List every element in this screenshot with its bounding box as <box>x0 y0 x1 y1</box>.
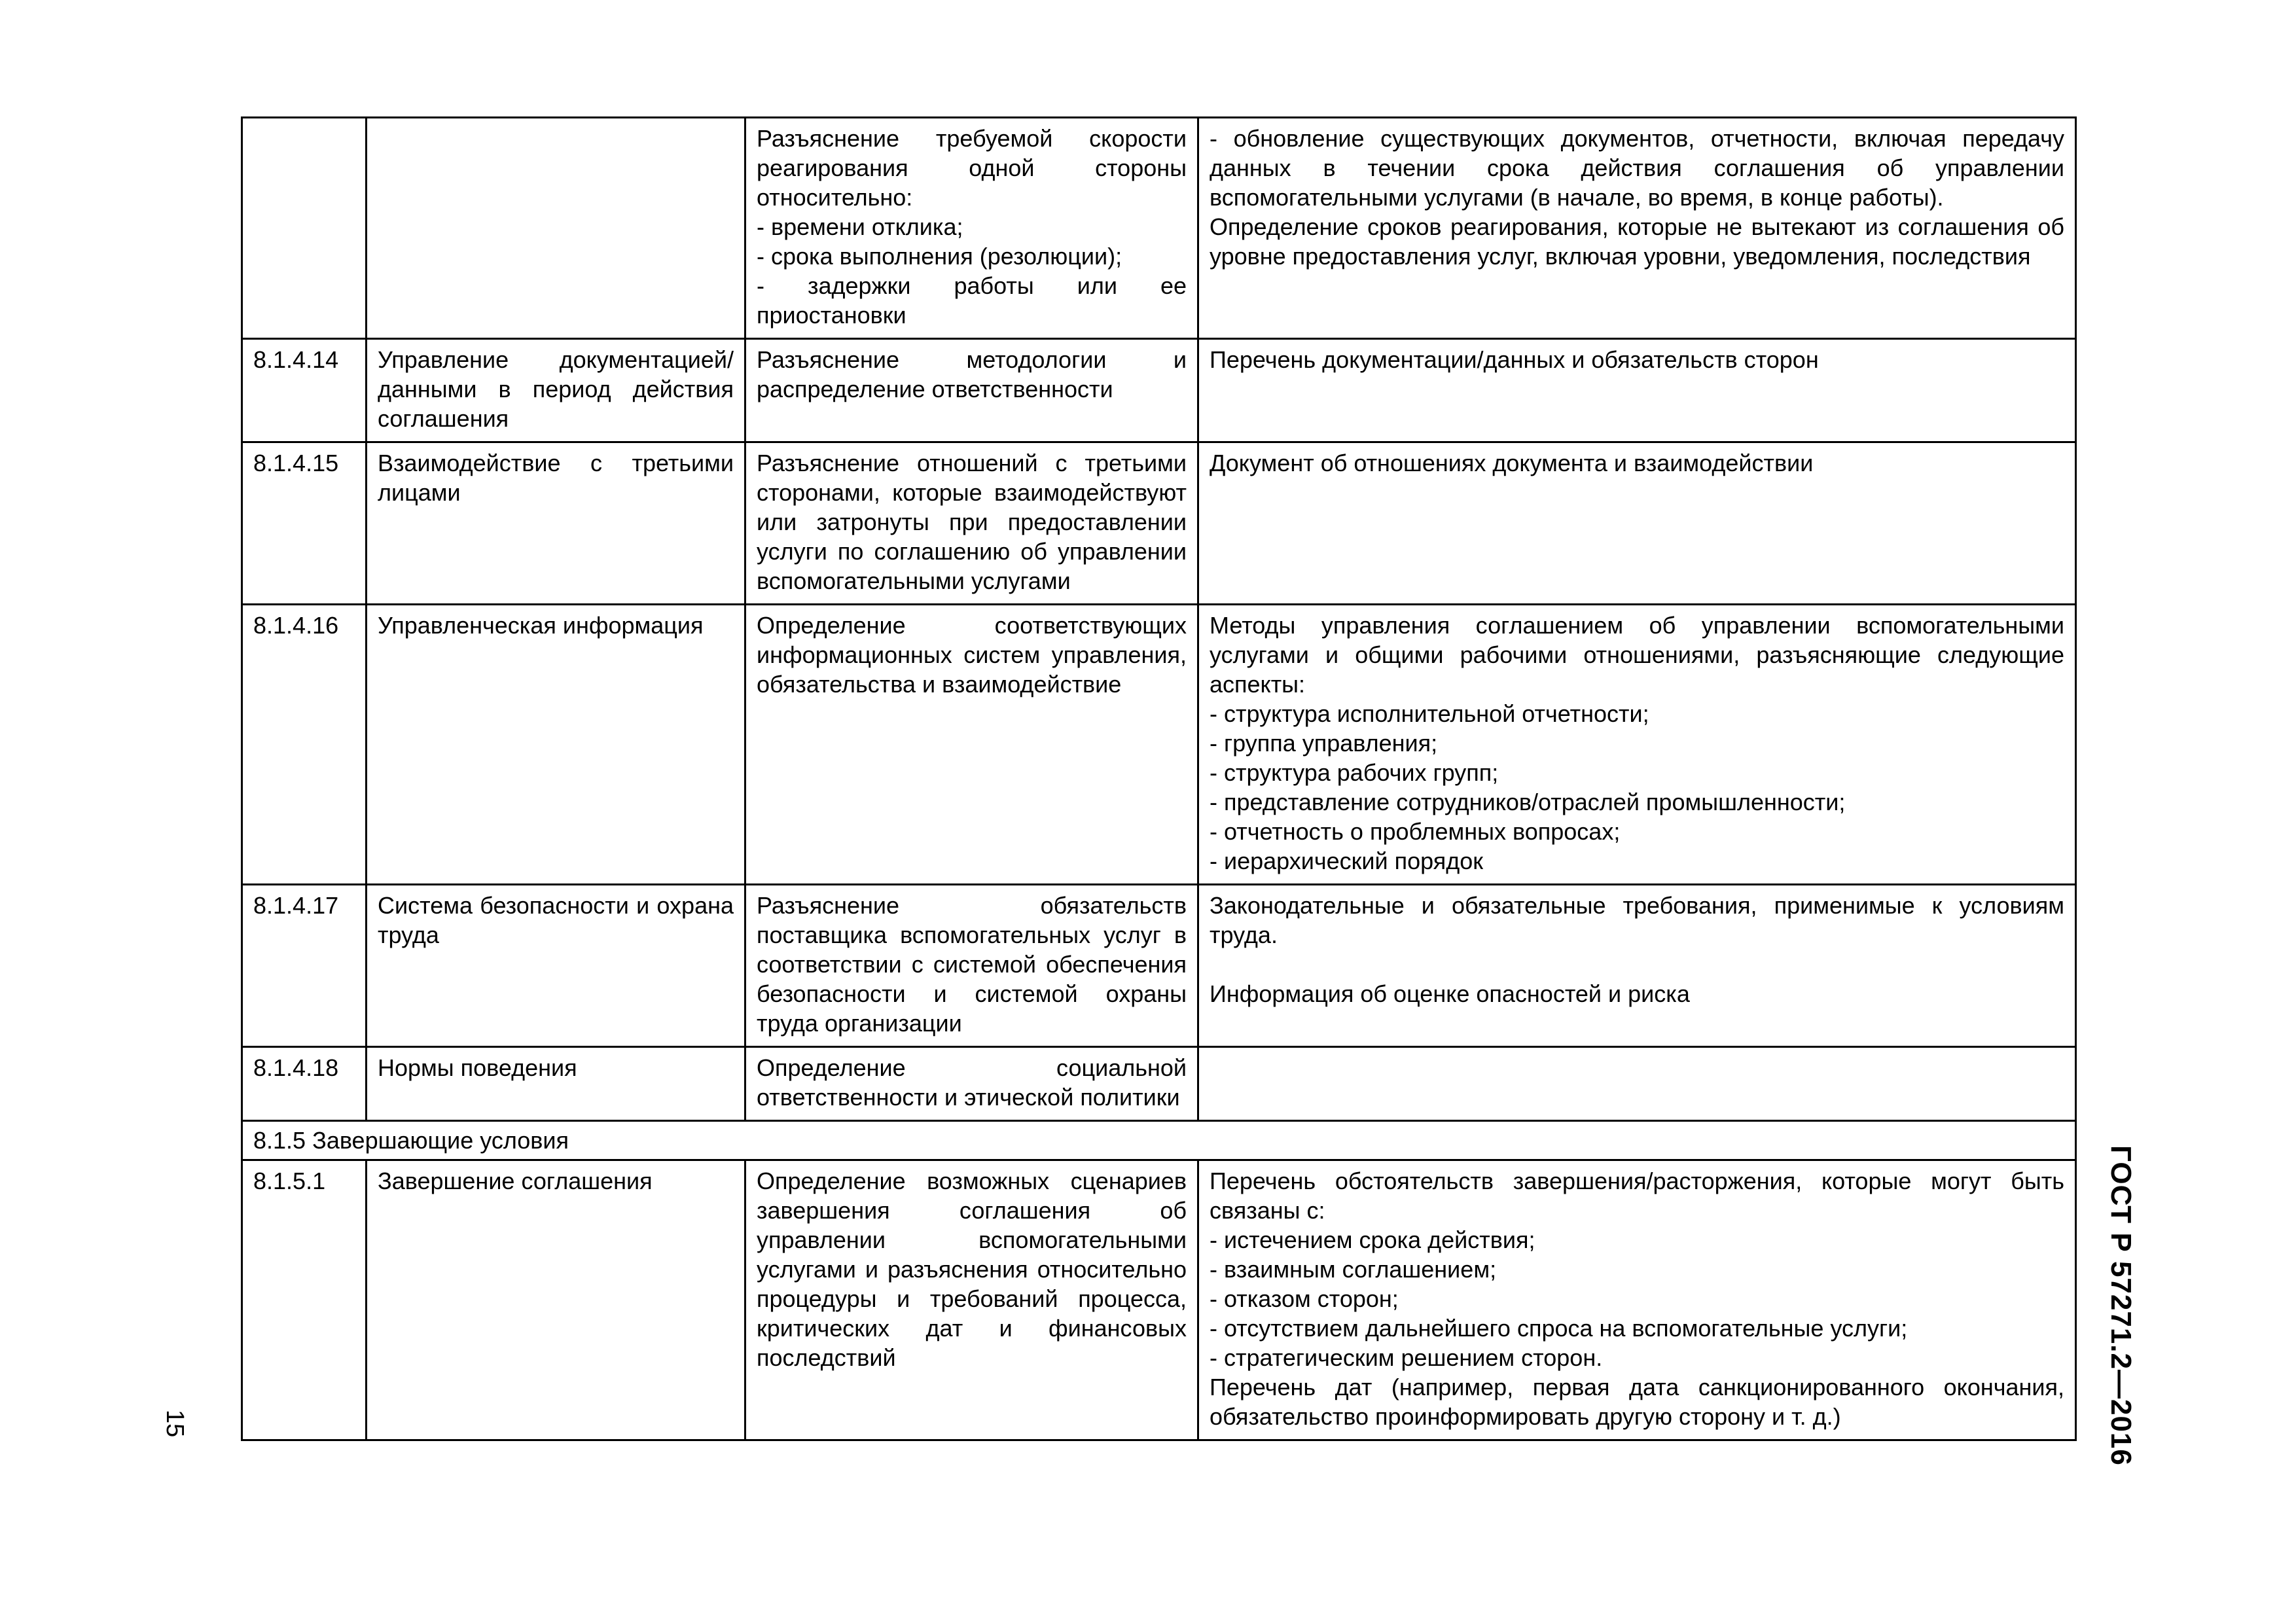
name-cell <box>367 442 745 605</box>
description-line: Разъяснение методологии и распределение ответственности <box>757 346 1187 402</box>
table-body <box>242 118 2076 1440</box>
documents-line: - структура рабочих групп; <box>1210 759 1499 786</box>
name-line: Управленческая информация <box>378 612 704 639</box>
name-cell <box>367 1160 745 1440</box>
number-cell: 8.1.5.1 <box>242 1160 367 1440</box>
number-cell: 8.1.4.15 <box>242 442 367 605</box>
documents-line: Информация об оценке опасностей и риска <box>1210 980 1690 1007</box>
documents-line <box>1210 950 2064 979</box>
documents-line: - стратегическим решением сторон. <box>1210 1344 1603 1371</box>
documents-line: Перечень обстоятельств завершения/расторжения, которые могут быть связаны с: <box>1210 1168 2064 1224</box>
description-line: Разъяснение требуемой скорости реагирования одной стороны относительно: <box>757 125 1187 211</box>
documents-line: - отчетность о проблемных вопросах; <box>1210 818 1621 845</box>
table-row <box>242 1047 2076 1121</box>
description-cell <box>745 118 1198 339</box>
name-line: Управление документацией/ данными в период действия соглашения <box>378 346 734 432</box>
name-cell <box>367 118 745 339</box>
documents-line: - отказом сторон; <box>1210 1285 1399 1312</box>
documents-line: Документ об отношениях документа и взаимодействии <box>1210 450 1814 476</box>
name-cell <box>367 885 745 1047</box>
table-row <box>242 1160 2076 1440</box>
description-line: Определение возможных сценариев завершения соглашения об управлении вспомогательными услугами и разъяснения относительно процедуры и требований процесса, критических дат и финансовых последствий <box>757 1168 1187 1371</box>
documents-line: - взаимным соглашением; <box>1210 1256 1497 1283</box>
table-row <box>242 885 2076 1047</box>
name-line: Система безопасности и охрана труда <box>378 892 734 948</box>
name-line: Нормы поведения <box>378 1054 577 1081</box>
table-row <box>242 339 2076 442</box>
description-cell <box>745 442 1198 605</box>
description-line: - задержки работы или ее приостановки <box>757 272 1187 329</box>
description-cell <box>745 1160 1198 1440</box>
number-cell: 8.1.4.16 <box>242 605 367 885</box>
page-number: 15 <box>161 1410 188 1438</box>
number-cell <box>242 118 367 339</box>
table-row <box>242 118 2076 339</box>
documents-line: - отсутствием дальнейшего спроса на вспомогательные услуги; <box>1210 1315 1908 1342</box>
number-cell: 8.1.4.17 <box>242 885 367 1047</box>
documents-cell <box>1198 1160 2076 1440</box>
documents-line: - истечением срока действия; <box>1210 1226 1535 1253</box>
name-line: Завершение соглашения <box>378 1168 653 1194</box>
requirements-table <box>241 116 2077 1441</box>
documents-line: Методы управления соглашением об управлении вспомогательными услугами и общими рабочими отношениями, разъясняющие следующие аспекты: <box>1210 612 2064 698</box>
description-line: Определение соответствующих информационных систем управления, обязательства и взаимодействие <box>757 612 1187 698</box>
description-cell <box>745 605 1198 885</box>
documents-line: - структура исполнительной отчетности; <box>1210 700 1649 727</box>
description-cell <box>745 339 1198 442</box>
documents-cell <box>1198 885 2076 1047</box>
description-line: Разъяснение отношений с третьими сторонами, которые взаимодействуют или затронуты при предоставлении услуги по соглашению об управлении вспомогательными услугами <box>757 450 1187 594</box>
name-line: Взаимодействие с третьими лицами <box>378 450 734 506</box>
documents-cell <box>1198 605 2076 885</box>
description-cell <box>745 1047 1198 1121</box>
number-cell: 8.1.4.18 <box>242 1047 367 1121</box>
description-line: Определение социальной ответственности и этической политики <box>757 1054 1187 1111</box>
description-cell <box>745 885 1198 1047</box>
description-line: - времени отклика; <box>757 213 963 240</box>
name-cell <box>367 605 745 885</box>
description-line: Разъяснение обязательств поставщика вспомогательных услуг в соответствии с системой обеспечения безопасности и системой охраны труда организации <box>757 892 1187 1037</box>
documents-line: Законодательные и обязательные требования, применимые к условиям труда. <box>1210 892 2064 948</box>
description-line: - срока выполнения (резолюции); <box>757 243 1122 270</box>
document-code: ГОСТ Р 57271.2—2016 <box>2105 1145 2137 1466</box>
section-title: 8.1.5 Завершающие условия <box>242 1121 2076 1160</box>
documents-line: - группа управления; <box>1210 730 1438 757</box>
documents-cell <box>1198 442 2076 605</box>
table-row <box>242 442 2076 605</box>
documents-line: - обновление существующих документов, отчетности, включая передачу данных в течении срока действия соглашения об управлении вспомогательными услугами (в начале, во время, в конце работы). <box>1210 125 2064 211</box>
table-row <box>242 605 2076 885</box>
documents-line: - иерархический порядок <box>1210 847 1484 874</box>
name-cell <box>367 339 745 442</box>
name-cell <box>367 1047 745 1121</box>
documents-line: Перечень документации/данных и обязательств сторон <box>1210 346 1819 373</box>
documents-cell <box>1198 118 2076 339</box>
documents-line: Определение сроков реагирования, которые не вытекают из соглашения об уровне предоставления услуг, включая уровни, уведомления, последствия <box>1210 213 2064 270</box>
section-row <box>242 1121 2076 1160</box>
documents-line: Перечень дат (например, первая дата санкционированного окончания, обязательство проинформировать другую сторону и т. д.) <box>1210 1374 2064 1430</box>
documents-cell <box>1198 339 2076 442</box>
documents-cell <box>1198 1047 2076 1121</box>
documents-line: - представление сотрудников/отраслей промышленности; <box>1210 789 1846 815</box>
number-cell: 8.1.4.14 <box>242 339 367 442</box>
